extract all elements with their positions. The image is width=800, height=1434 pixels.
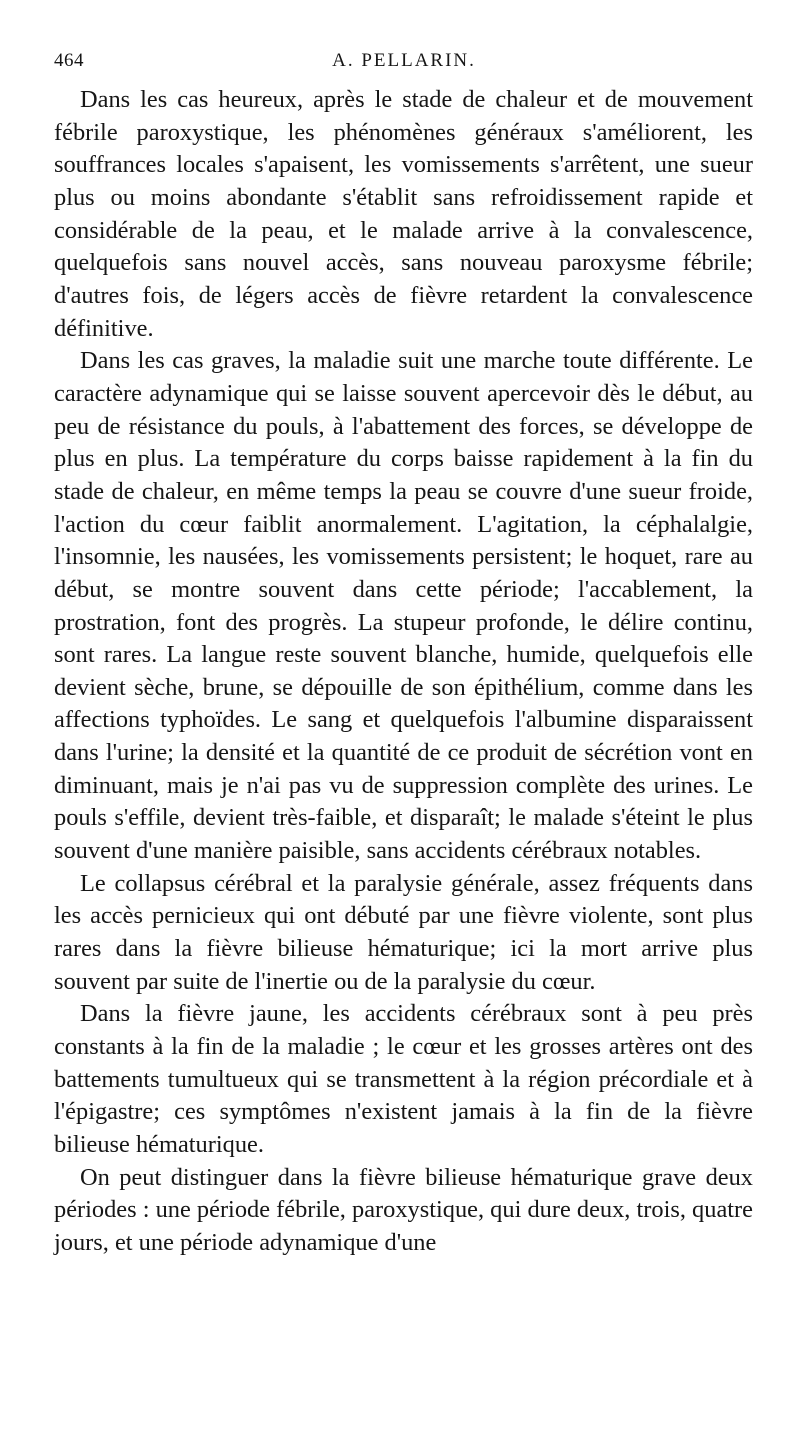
paragraph: Le collapsus cérébral et la paralysie générale, assez fréquents dans les accès pernicieux qui ont débuté par une fièvre violente, sont plus rares dans la fièvre bilieuse hématurique; ici la mort arrive plus souvent par suite de l'inertie ou de la paralysie du cœur. (54, 869, 753, 995)
paragraph: Dans la fièvre jaune, les accidents cérébraux sont à peu près constants à la fin de la maladie ; le cœur et les grosses artères ont des battements tumultueux qui se transmettent à la région précordiale et à l'épigastre; ces symptômes n'existent jamais à la fin de la fièvre bilieuse hématurique. (54, 1000, 753, 1158)
body-text (54, 84, 753, 1260)
page-header (54, 50, 754, 80)
running-head: A. PELLARIN. (332, 50, 476, 71)
page-number: 464 (54, 50, 84, 71)
paragraph: On peut distinguer dans la fièvre bilieuse hématurique grave deux périodes : une période fébrile, paroxystique, qui dure deux, trois, quatre jours, et une période adynamique d'une (54, 1163, 753, 1256)
paragraph: Dans les cas graves, la maladie suit une marche toute différente. Le caractère adynamique qui se laisse souvent apercevoir dès le début, au peu de résistance du pouls, à l'abattement des forces, se développe de plus en plus. La température du corps baisse rapidement à la fin du stade de chaleur, en même temps la peau se couvre d'une sueur froide, l'action du cœur faiblit anormalement. L'agitation, la céphalalgie, l'insomnie, les nausées, les vomissements persistent; le hoquet, rare au début, se montre souvent dans cette période; l'accablement, la prostration, font des progrès. La stupeur profonde, le délire continu, sont rares. La langue reste souvent blanche, humide, quelquefois elle devient sèche, brune, se dépouille de son épithélium, comme dans les affections typhoïdes. Le sang et quelquefois l'albumine disparaissent dans l'urine; la densité et la quantité de ce produit de sécrétion vont en diminuant, mais je n'ai pas vu de suppression complète des urines. Le pouls s'effile, devient très-faible, et disparaît; le malade s'éteint le plus souvent d'une manière paisible, sans accidents cérébraux notables. (54, 347, 753, 865)
paragraph: Dans les cas heureux, après le stade de chaleur et de mouvement fébrile paroxystique, les phénomènes généraux s'améliorent, les souffrances locales s'apaisent, les vomissements s'arrêtent, une sueur plus ou moins abondante s'établit sans refroidissement rapide et considérable de la peau, et le malade arrive à la convalescence, quelquefois sans nouvel accès, sans nouveau paroxysme fébrile; d'autres fois, de légers accès de fièvre retardent la convalescence définitive. (54, 86, 753, 342)
